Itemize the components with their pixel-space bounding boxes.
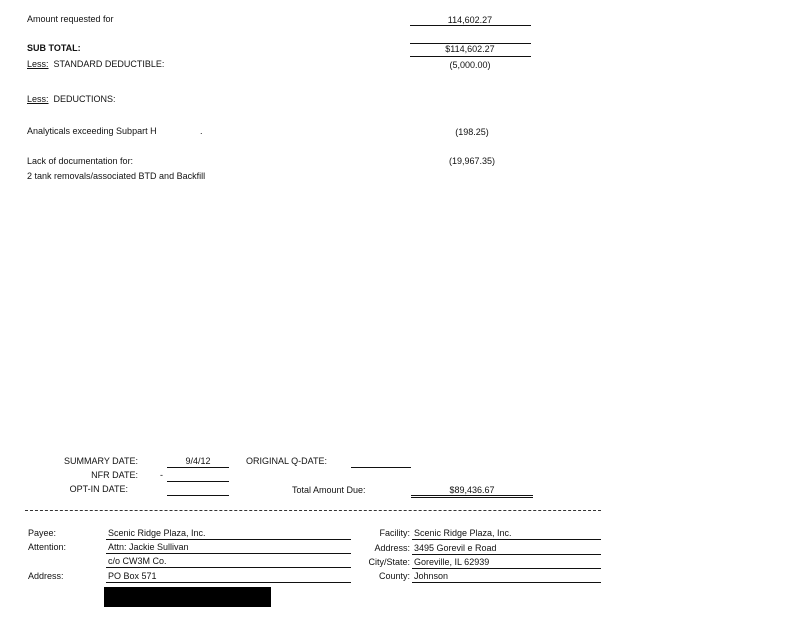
deductions-label: DEDUCTIONS: [53, 94, 116, 104]
subtotal-value: $114,602.27 [445, 44, 495, 54]
facility-citystate-value: Goreville, IL 62939 [414, 557, 490, 567]
payee-underline [106, 539, 351, 540]
facility-citystate-underline [412, 568, 601, 569]
less-label: Less: [27, 59, 49, 69]
facility-address-label: Address: [374, 543, 410, 553]
summary-date-label: SUMMARY DATE: [63, 456, 138, 466]
attention-underline-2 [106, 567, 351, 568]
deduction-item-1-amount: (198.25) [455, 127, 489, 137]
facility-address-value: 3495 Gorevil e Road [414, 543, 497, 553]
attention-underline [106, 553, 351, 554]
subtotal-underline [410, 56, 531, 57]
facility-county-label: County: [378, 571, 410, 581]
facility-underline [412, 539, 601, 540]
facility-citystate-label: City/State: [368, 557, 410, 567]
total-amount-label: Total Amount Due: [292, 485, 366, 495]
total-amount-underline-1 [411, 495, 533, 496]
total-amount-underline-2 [411, 497, 533, 498]
payee-address-label: Address: [28, 571, 64, 581]
amount-requested-label: Amount requested for [27, 14, 114, 24]
facility-address-underline [412, 554, 601, 555]
amount-requested-underline [410, 25, 531, 26]
deduction-item-1-text: Analyticals exceeding Subpart H [27, 126, 157, 136]
deduction-item-2-text: Lack of documentation for: [27, 156, 134, 166]
facility-county-value: Johnson [414, 571, 449, 581]
nfr-date-underline [167, 481, 229, 482]
total-amount-value: $89,436.67 [449, 485, 495, 495]
deductions-row [27, 94, 116, 105]
standard-deductible-row [27, 59, 164, 70]
facility-value: Scenic Ridge Plaza, Inc. [414, 528, 512, 538]
less-label-2: Less: [27, 94, 49, 104]
amount-requested-value: 114,602.27 [447, 15, 493, 25]
subtotal-label: SUB TOTAL: [27, 43, 81, 53]
payee-label: Payee: [28, 528, 57, 538]
facility-county-underline [412, 582, 601, 583]
summary-date-underline [167, 467, 229, 468]
section-divider [25, 510, 601, 511]
attention-value: Attn: Jackie Sullivan [108, 542, 189, 552]
deduction-item-2-amount: (19,967.35) [448, 156, 496, 166]
optin-date-label: OPT-IN DATE: [69, 484, 128, 494]
payee-address-underline [106, 582, 351, 583]
redaction-box [104, 587, 271, 607]
original-q-date-label: ORIGINAL Q-DATE: [246, 456, 328, 466]
nfr-date-label: NFR DATE: [91, 470, 138, 480]
summary-date-value: 9/4/12 [185, 456, 211, 466]
payee-value: Scenic Ridge Plaza, Inc. [108, 528, 206, 538]
facility-label: Facility: [379, 528, 410, 538]
deduction-item-2-text-line2: 2 tank removals/associated BTD and Backfill [27, 171, 206, 181]
optin-date-underline [167, 495, 229, 496]
original-q-date-underline [351, 467, 411, 468]
standard-deductible-value: (5,000.00) [449, 60, 491, 70]
attention-value-2: c/o CW3M Co. [108, 556, 167, 566]
payee-address-value: PO Box 571 [108, 571, 157, 581]
attention-label: Attention: [28, 542, 67, 552]
standard-deductible-label: STANDARD DEDUCTIBLE: [53, 59, 165, 69]
deduction-item-1-dot: . [200, 126, 203, 136]
nfr-date-mark: - [160, 470, 163, 480]
